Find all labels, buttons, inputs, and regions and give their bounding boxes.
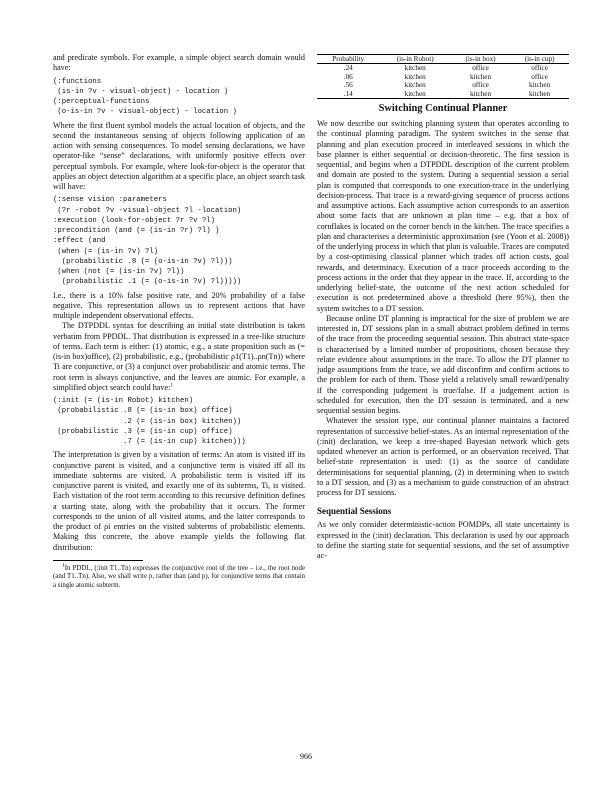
- code-block-functions: (:functions (is-in ?v - visual-object) - location ) (:perceptual-functions (o-is-in ?v - visual-object) - location ): [53, 77, 237, 117]
- table-cell: office: [531, 72, 548, 81]
- paragraph: [53, 321, 305, 393]
- table-cell: .06: [343, 72, 353, 81]
- code-block-init: (:init (= (is-in Robot) kitchen) (probabilistic .8 (= (is-in box) office) .2 (= (is-in box) kitchen)) (probabilistic .3 (= (is-in cup) office) .7 (= (is-in cup) kitchen))): [53, 397, 246, 446]
- table-cell: kitchen: [469, 89, 492, 98]
- table-cell: kitchen: [404, 72, 426, 81]
- paragraph: Where the first fluent symbol models the actual location of objects, and the second the instantaneous sensing of objects following application of an action with sensing consequences. To model sensing declarations, we have operator-like “sense” declarations, with uniformly positive effects over perceptual symbols. For example, where look-for-object is the operator that applies an object detection algorithm at a specific place, an object search task will have:: [53, 120, 305, 191]
- subsection-title: Sequential Sessions: [317, 506, 392, 517]
- column-header: (is-in box): [451, 55, 510, 64]
- footnote: [53, 562, 305, 591]
- left-column: [53, 53, 305, 591]
- table-cell: office: [472, 64, 489, 73]
- footnote-marker: 1: [170, 382, 174, 389]
- section-title: Switching Continual Planner: [378, 103, 508, 115]
- table-cell: kitchen: [404, 81, 426, 90]
- code-block-sense: (:sense vision :parameters (?r -robot ?v -visual-object ?l -location) :execution (look-for-object ?r ?v ?l) :precondition (and (= (is-in ?r) ?l) ) :effect (and (when (= (is-in ?v) ?l) (probabilistic .8 (= (o-is-in ?v) ?l))) (when (not (= (is-in ?v) ?l)) (probabilistic .1 (= (o-is-in ?v) ?l))))): [53, 196, 242, 287]
- paragraph: and predicate symbols. For example, a simple object search domain would have:: [53, 53, 305, 73]
- paragraph: We now describe our switching planning system that operates according to the continual planning paradigm. The system switches in the sense that planning and plan execution proceed in interleaved sessions in which the base planner is either sequential or decision-theoretic. The first session is sequential, and begins when a DTPDDL description of the current problem and domain are posted to the system. During a sequential session a serial plan is computed that corresponds to one execution-trace in the underlying decision-process. That trace is a reward-giving sequence of process actions and assumptive actions. Each assumptive action corresponds to an assertion about some facts that are unknown at plan time – e.g. that a box of cornflakes is located on the corner bench in the kitchen. The trace specifies a plan and characterises a deterministic approximation (see (Yoon et al. 2008)) of the underlying process in which that plan is valuable. Traces are computed by a cost-optimising classical planner which trades off action costs, goal rewards, and determinacy. Execution of a trace proceeds according to the process actions in the order that they appear in the trace. If, according to the underlying belief-state, the outcome of the next action scheduled for execution is not predetermined above a threshold (here 95%), then the system switches to a DT session.: [317, 119, 569, 313]
- distribution-table: [317, 54, 569, 99]
- paragraph: As we only consider deterministic-action POMDPs, all state uncertainty is expressed in the (:init) declaration. This declaration is used by our approach to define the starting state for sequential sessions, and the set of assumptive ac-: [317, 520, 569, 561]
- table-row: [317, 81, 569, 89]
- table-row: [317, 90, 569, 99]
- footnote-text: In PDDL, (:init T1..Tn) expresses the conjunctive root of the tree – i.e., the root node (and T1..Tn). Also, we shall write p, rather than (and p), for conjunctive terms that contain a single atomic subterm.: [53, 564, 305, 589]
- paragraph: Whatever the session type, our continual planner maintains a factored representation of successive belief-states. As an internal representation of the (:init) declaration, we keep a tree-shaped Bayesian network which gets updated whenever an action is performed, or an observation received. That belief-state representation is used: (1) as the source of candidate determinisations for sequential planning, (2) in determining when to switch to a DT session, and (3) as a mechanism to guide construction of an abstract process for DT sessions.: [317, 416, 569, 498]
- table-cell: office: [531, 64, 548, 73]
- paragraph: Because online DT planning is impractical for the size of problem we are interested in, DT sessions plan in a small abstract problem defined in terms of the trace from the proceeding sequential session. This abstract state-space is characterised by a limited number of propositions, chosen because they relate evidence about assumptions in the trace. To allow the DT planner to judge assumptions from the trace, we add disconfirm and confirm actions to the problem for each of them. Those yield a relatively small reward/penalty if the corresponding judgement is true/false. If a judgement action is scheduled for execution, then the DT session is terminated, and a new sequential session begins.: [317, 313, 569, 416]
- table-cell: kitchen: [404, 89, 426, 98]
- column-header: (is-in cup): [510, 55, 569, 64]
- table-cell: kitchen: [529, 89, 551, 98]
- table-cell: kitchen: [404, 64, 426, 73]
- table-cell: .56: [343, 81, 353, 90]
- column-header: (is-in Robot): [380, 55, 451, 64]
- footnote-number: 1: [62, 562, 65, 569]
- table-row: [317, 73, 569, 81]
- paragraph: I.e., there is a 10% false positive rate, and 20% probability of a false negative. This representation allows us to represent actions that have multiple independent observational effects.: [53, 290, 305, 320]
- table-header-row: [317, 55, 569, 64]
- table-row: [317, 64, 569, 73]
- table-cell: kitchen: [529, 81, 551, 90]
- paragraph: The interpretation is given by a visitation of terms: An atom is visited iff its conjunctive parent is visited, and a conjunctive term is visited iff all its immediate subterms are visited. A probabilistic term is visited iff its conjunctive parent is visited, and exactly one of its subterms, Ti, is visited. Each visitation of the root term according to this recursive definition defines a starting state, along with the probability that it occurs. The former corresponds to the union of all visited atoms, and the latter corresponds to the product of ρi entries on the visited subterms of probabilistic elements. Making this concrete, the above example yields the following flat distribution:: [53, 450, 305, 552]
- table-cell: .14: [343, 89, 353, 98]
- right-column: [317, 53, 569, 561]
- footnote-rule: [53, 560, 143, 561]
- paragraph-text: The DTPDDL syntax for describing an initial state distribution is taken verbatim from PPDDL. That distribution is expressed in a tree-like structure of terms. Each term is either: (1) atomic, e.g., a state proposition such as (= (is-in box)office), (2) probabilistic, e.g., (probabilistic ρ1(T1)..ρn(Tn)) where Ti are conjunctive, or (3) a conjunct over probabilistic and atomic terms. The root term is always conjunctive, and the leaves are atomic. For example, a simplified object search could have:: [53, 321, 305, 392]
- page-number: 966: [300, 752, 312, 761]
- table-cell: office: [472, 81, 489, 90]
- column-header: Probability: [317, 55, 380, 64]
- table-cell: kitchen: [469, 72, 492, 81]
- table-cell: .24: [343, 64, 353, 73]
